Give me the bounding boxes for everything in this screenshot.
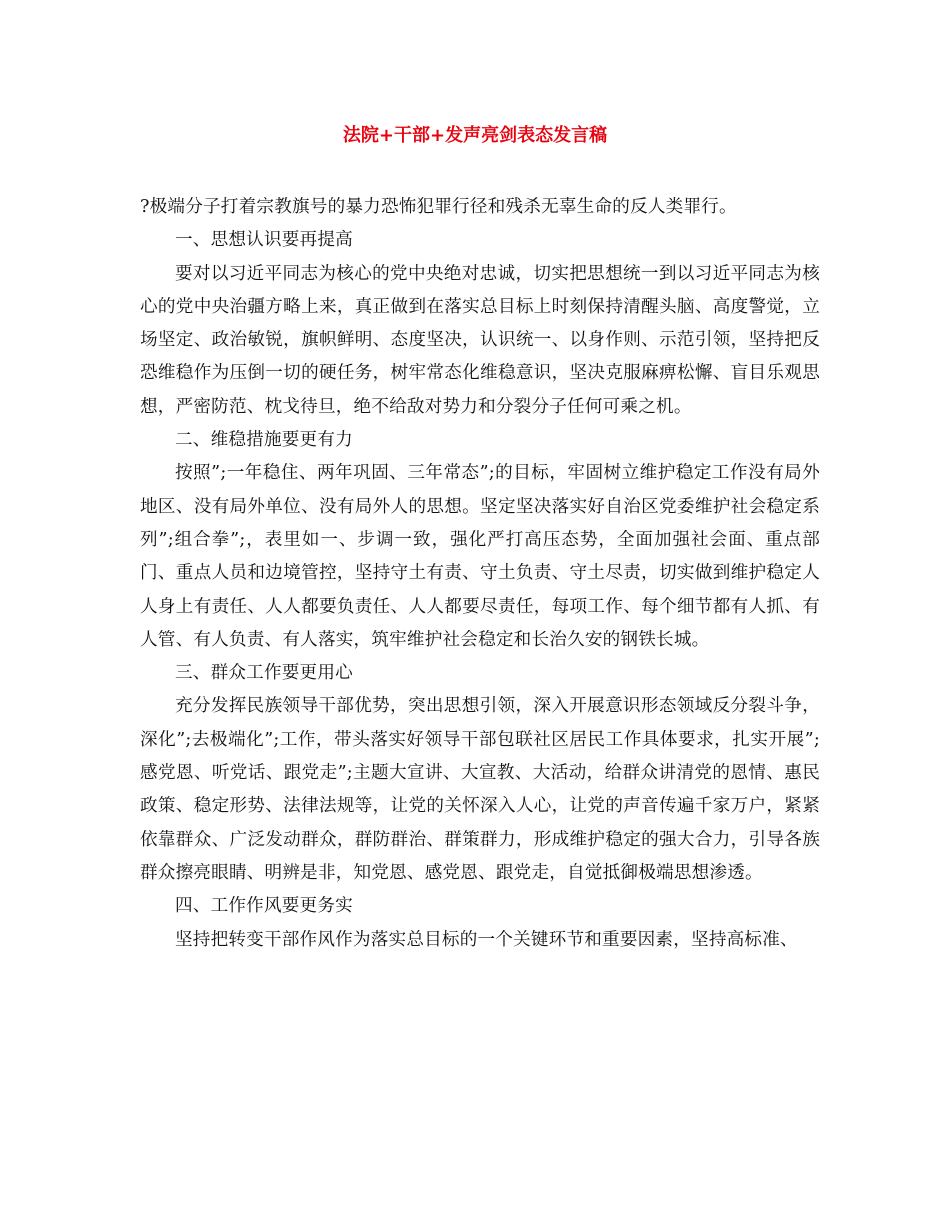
paragraph-section-3: 充分发挥民族领导干部优势，突出思想引领，深入开展意识形态领域反分裂斗争，深化”;去极端化”;工作，带头落实好领导干部包联社区居民工作具体要求，扎实开展”;感党恩、听党话、跟党走”;主题大宣讲、大宣教、大活动，给群众讲清党的恩情、惠民政策、稳定形势、法律法规等，让党的关怀深入人心，让党的声音传遍千家万户，紧紧依靠群众、广泛发动群众，群防群治、群策群力，形成维护稳定的强大合力，引导各族群众擦亮眼睛、明辨是非，知党恩、感党恩、跟党走，自觉抵御极端思想渗透。 [140, 696, 820, 883]
document-title: 法院+干部+发声亮剑表态发言稿 [342, 125, 608, 146]
section-heading-3: 三、群众工作要更用心 [175, 663, 353, 684]
paragraph-section-4: 坚持把转变干部作风作为落实总目标的一个关键环节和重要因素，坚持高标准、 [175, 929, 798, 950]
document-body [140, 191, 820, 957]
paragraph-section-2: 按照”;一年稳住、两年巩固、三年常态”;的目标，牢固树立维护稳定工作没有局外地区、没有局外单位、没有局外人的思想。坚定坚决落实好自治区党委维护社会稳定系列”;组合拳”;，表里如一、步调一致，强化严打高压态势，全面加强社会面、重点部门、重点人员和边境管控，坚持守土有责、守土负责、守土尽责，切实做到维护稳定人人身上有责任、人人都要负责任、人人都要尽责任，每项工作、每个细节都有人抓、有人管、有人负责、有人落实，筑牢维护社会稳定和长治久安的钢铁长城。 [140, 463, 820, 650]
paragraph-section-1: 要对以习近平同志为核心的党中央绝对忠诚，切实把思想统一到以习近平同志为核心的党中央治疆方略上来，真正做到在落实总目标上时刻保持清醒头脑、高度警觉，立场坚定、政治敏锐，旗帜鲜明、态度坚决，认识统一、以身作则、示范引领，坚持把反恐维稳作为压倒一切的硬任务，树牢常态化维稳意识，坚决克服麻痹松懈、盲目乐观思想，严密防范、枕戈待旦，绝不给敌对势力和分裂分子任何可乘之机。 [140, 263, 820, 417]
section-heading-1: 一、思想认识要再提高 [175, 230, 353, 251]
paragraph-intro: ?极端分子打着宗教旗号的暴力恐怖犯罪行径和残杀无辜生命的反人类罪行。 [140, 197, 737, 217]
section-heading-4: 四、工作作风要更务实 [175, 896, 353, 917]
section-heading-2: 二、维稳措施要更有力 [175, 430, 353, 451]
